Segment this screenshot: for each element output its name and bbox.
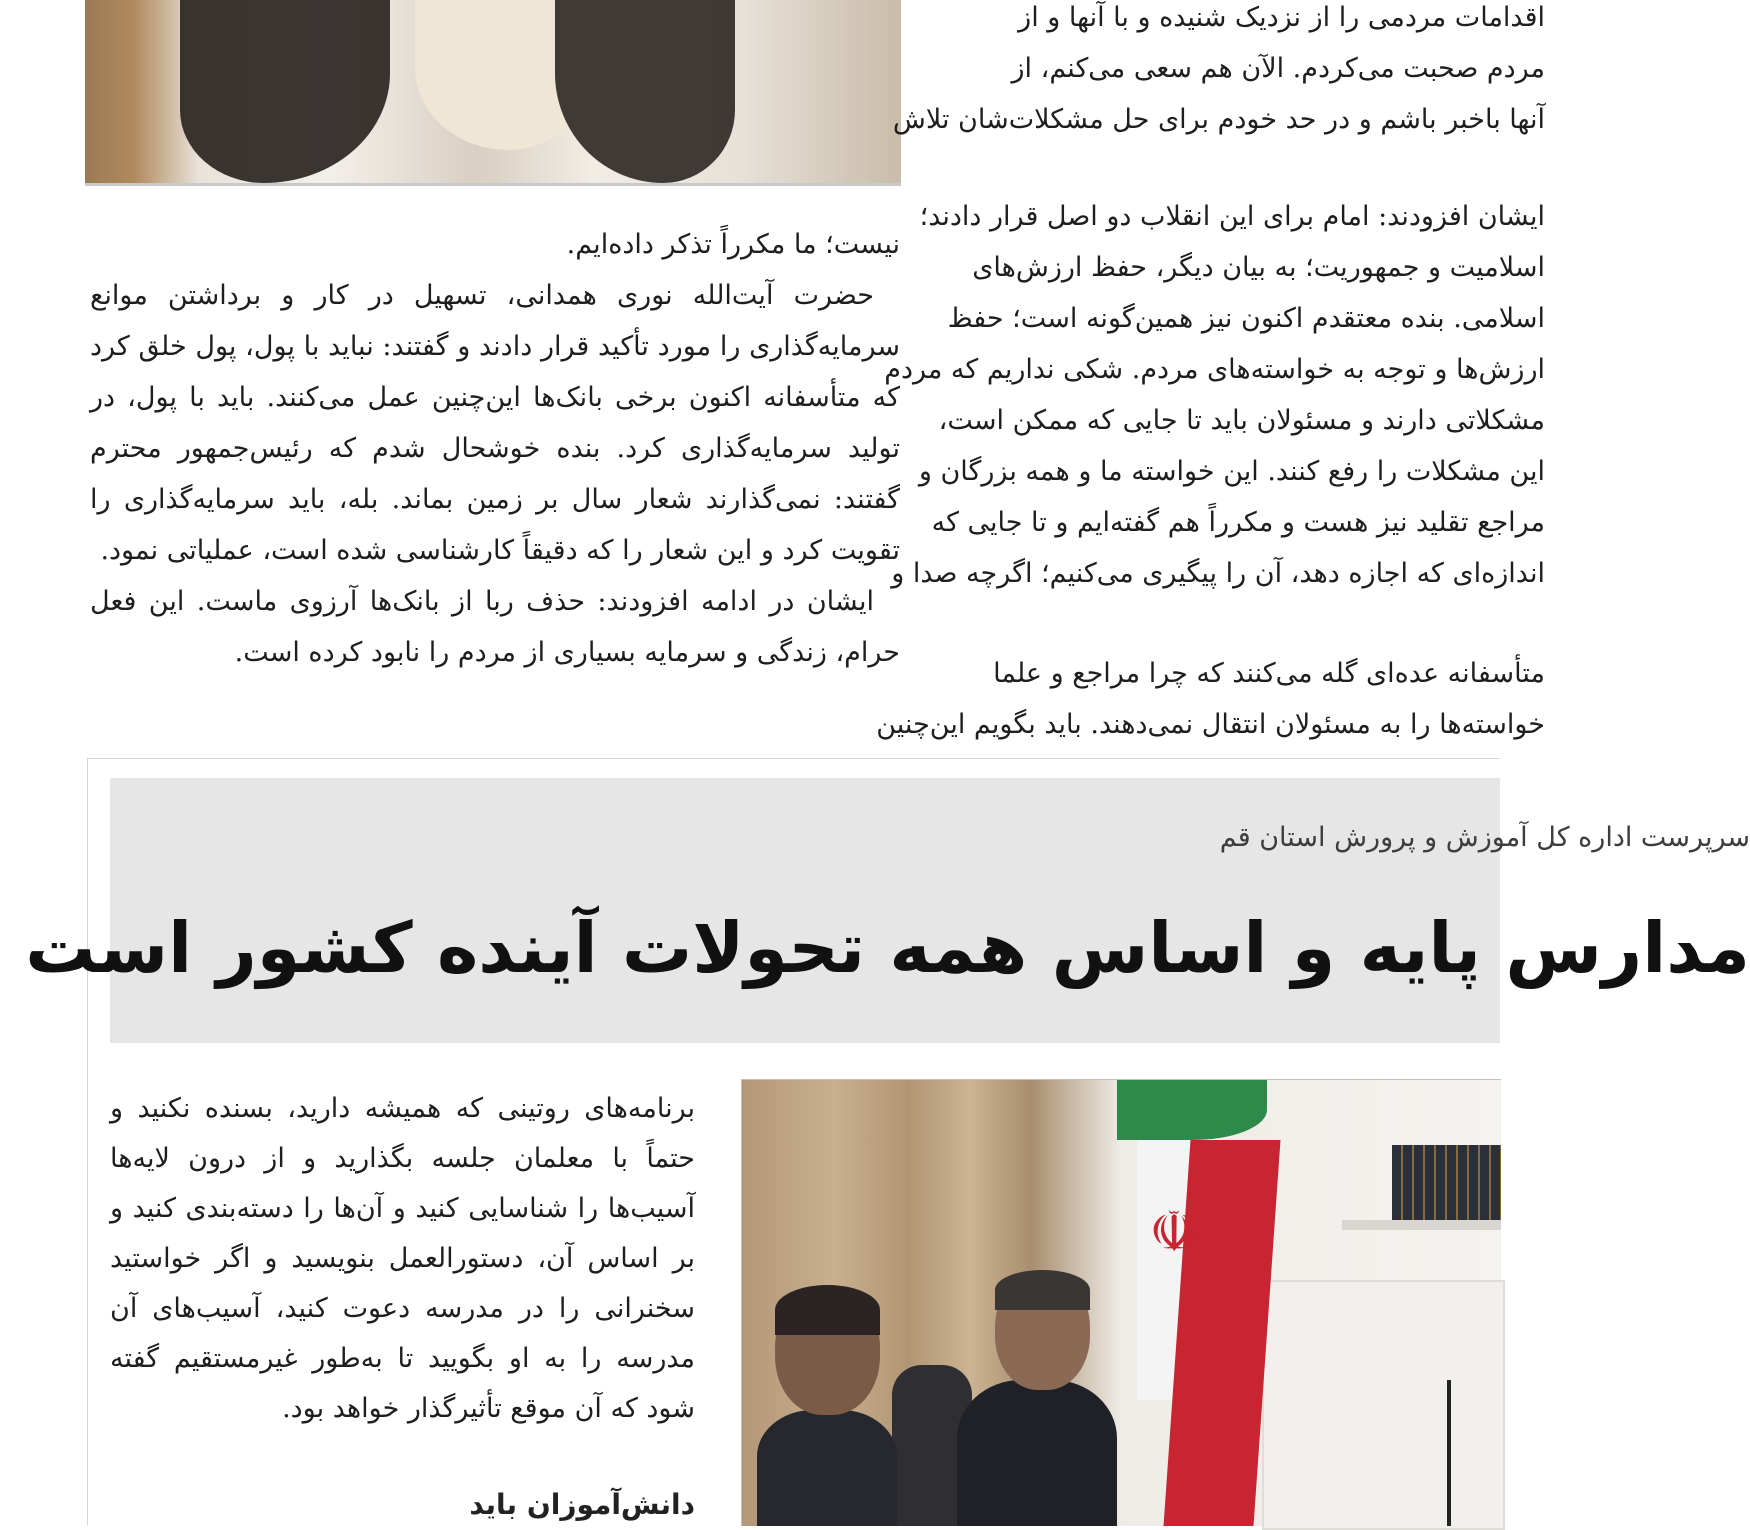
flag (1117, 1080, 1267, 1526)
section-divider (87, 758, 1500, 759)
person-left (757, 1285, 897, 1526)
text-line: اسلامی. بنده معتقدم اکنون نیز همین‌گونه است؛ حفظ (947, 303, 1545, 334)
text-line: خواسته‌ها را به مسئولان انتقال نمی‌دهند. باید بگویم این‌چنین (876, 709, 1545, 740)
shelf (1342, 1220, 1501, 1230)
headline-title: مدارس پایه و اساس همه تحولات آینده کشور است (25, 907, 1750, 989)
text-line: این مشکلات را رفع کنند. این خواسته ما و همه بزرگان و (918, 456, 1545, 487)
top-photo (85, 0, 901, 186)
text-line: اندازه‌ای که اجازه دهد، آن را پیگیری می‌کنیم؛ اگرچه صدا و (891, 558, 1545, 589)
middle-column (90, 219, 900, 678)
text-line: مردم صحبت می‌کردم. الآن هم سعی می‌کنم، از (1011, 53, 1545, 84)
text-line: اقدامات مردمی را از نزدیک شنیده و با آنها و از (1018, 2, 1545, 33)
paragraph: حضرت آیت‌الله نوری همدانی، تسهیل در کار و برداشتن موانع سرمایه‌گذاری را مورد تأکید قرار دادند و گفتند: نباید با پول، پول خلق کرد که متأسفانه اکنون برخی بانک‌ها این‌چنین عمل می‌کنند. باید با پول، در تولید سرمایه‌گذاری کرد. بنده خوشحال شدم که رئیس‌جمهور محترم گفتند: نمی‌گذارند شعار سال بر زمین بماند. بله، باید سرمایه‌گذاری را تقویت کرد و این شعار را که دقیقاً کارشناسی شده است، عملیاتی نمود. (90, 280, 900, 566)
subheading: دانش‌آموزان باید (469, 1488, 695, 1521)
flag-emblem-icon: ☫ (1149, 1200, 1200, 1265)
microphone-stand (1447, 1380, 1505, 1526)
text-line: مراجع تقلید نیز هست و مکرراً هم گفته‌ایم و تا جایی که (931, 507, 1545, 538)
paragraph: ایشان در ادامه افزودند: حذف ربا از بانک‌ها آرزوی ماست. این فعل حرام، زندگی و سرمایه بسیاری از مردم را نابود کرده است. (90, 586, 900, 668)
photo-figure-right (555, 0, 735, 183)
bookshelf (1392, 1145, 1501, 1223)
paragraph: نیست؛ ما مکرراً تذکر داده‌ایم. (566, 229, 900, 260)
text-line: ایشان افزودند: امام برای این انقلاب دو اصل قرار دادند؛ (919, 201, 1545, 232)
text-line: اسلامیت و جمهوریت؛ به بیان دیگر، حفظ ارزش‌های (972, 252, 1545, 283)
meeting-photo (741, 1079, 1501, 1526)
headline-kicker: سرپرست اداره کل آموزش و پرورش استان قم (1219, 822, 1750, 853)
text-line: آنها باخبر باشم و در حد خودم برای حل مشکلات‌شان تلاش (892, 104, 1545, 135)
text-line: مشکلاتی دارند و مسئولان باید تا جایی که ممکن است، (938, 405, 1545, 436)
text-line: ارزش‌ها و توجه به خواسته‌های مردم. شکی نداریم که مردم (884, 354, 1545, 385)
text-line: متأسفانه عده‌ای گله می‌کنند که چرا مراجع و علما (993, 658, 1545, 689)
top-right-column (876, 0, 1545, 750)
person-right (957, 1270, 1117, 1526)
photo-figure-left (180, 0, 390, 183)
bottom-column: برنامه‌های روتینی که همیشه دارید، بسنده نکنید و حتماً با معلمان جلسه بگذارید و از درون لایه‌ها آسیب‌ها را شناسایی کنید و آن‌ها را دسته‌بندی کنید و بر اساس آن، دستورالعمل بنویسید و اگر خواستید سخنرانی را در مدرسه دعوت کنید، آسیب‌های آن مدرسه را به او بگویید تا به‌طور غیرمستقیم گفته شود که آن موقع تأثیرگذار خواهد بود. (110, 1093, 695, 1424)
section-border (87, 758, 88, 1525)
